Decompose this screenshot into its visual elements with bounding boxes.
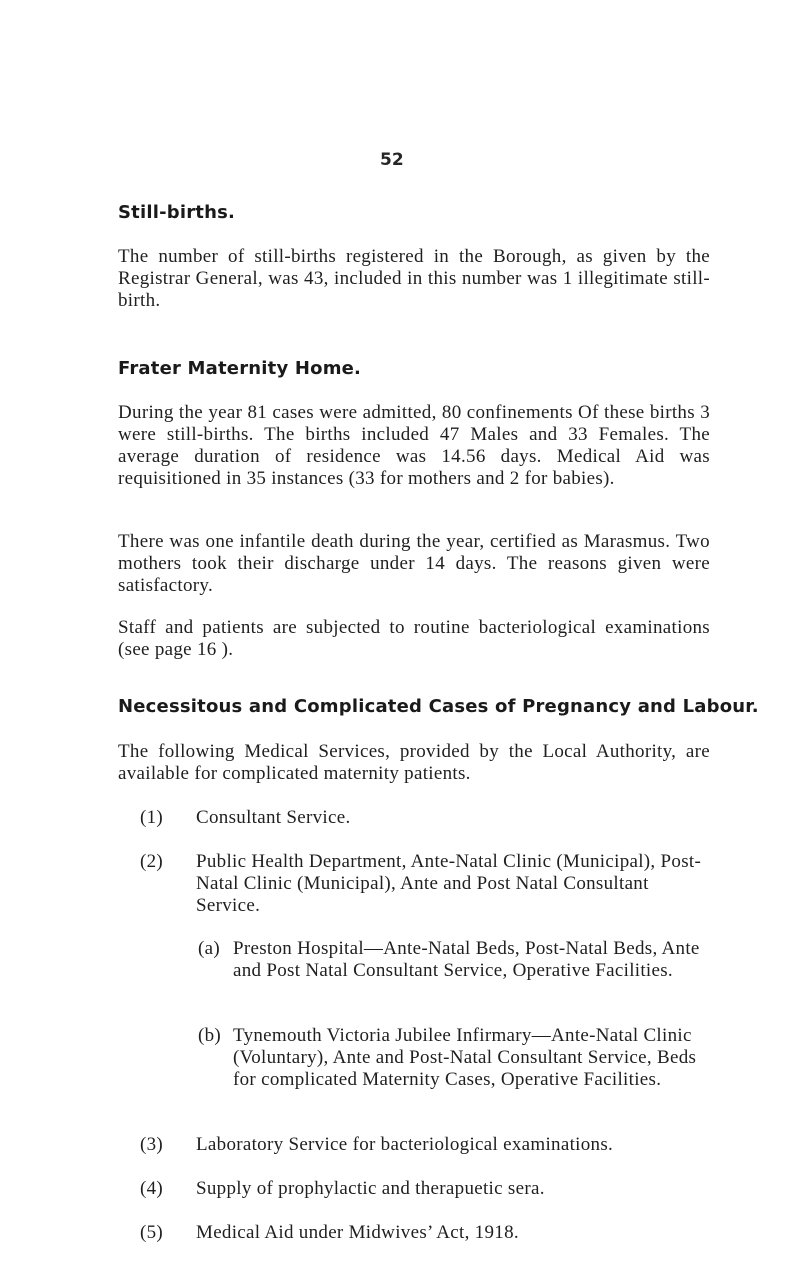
- list-item-number: (1): [140, 807, 164, 828]
- list-item-text: Preston Hospital—Ante-Natal Beds, Post-Natal Beds, Ante and Post Natal Consultant Service, Operative Facilities.: [233, 938, 700, 981]
- frater-paragraph-infant-death: There was one infantile death during the year, certified as Marasmus. Two mothers took their discharge under 14 days. The reasons given were satisfactory.: [118, 531, 710, 596]
- list-item-number: (a): [198, 938, 220, 959]
- list-item-number: (b): [198, 1025, 222, 1046]
- list-item-text: Tynemouth Victoria Jubilee Infirmary—Ante-Natal Clinic (Voluntary), Ante and Post-Natal Consultant Service, Beds for complicated Maternity Cases, Operative Facilities.: [233, 1025, 697, 1090]
- list-item-number: (3): [140, 1134, 164, 1155]
- list-item-text: Laboratory Service for bacteriological examinations.: [196, 1134, 614, 1155]
- page-number: 52: [380, 150, 404, 170]
- necessitous-intro: The following Medical Services, provided by the Local Authority, are available for complicated maternity patients.: [118, 741, 710, 784]
- list-item-number: (4): [140, 1178, 164, 1199]
- list-item-number: (2): [140, 851, 164, 872]
- list-item-text: Public Health Department, Ante-Natal Clinic (Municipal), Post-Natal Clinic (Municipal), Ante and Post Natal Consultant Service.: [196, 851, 702, 916]
- list-item-text: Supply of prophylactic and therapuetic sera.: [196, 1178, 545, 1199]
- necessitous-heading: Necessitous and Complicated Cases of Pregnancy and Labour.: [118, 696, 759, 717]
- frater-heading: Frater Maternity Home.: [118, 358, 362, 379]
- list-item-number: (5): [140, 1222, 164, 1243]
- stillbirths-paragraph: The number of still-births registered in the Borough, as given by the Registrar General, was 43, included in this number was 1 illegitimate still-birth.: [118, 246, 710, 311]
- list-item-text: Consultant Service.: [196, 807, 351, 828]
- list-item-text: Medical Aid under Midwives’ Act, 1918.: [196, 1222, 519, 1243]
- frater-paragraph-admissions: During the year 81 cases were admitted, 80 confinements Of these births 3 were still-births. The births included 47 Males and 33 Females. The average duration of residence was 14.56 days. Medical Aid was requisitioned in 35 instances (33 for mothers and 2 for babies).: [118, 402, 710, 489]
- frater-paragraph-examinations: Staff and patients are subjected to routine bacteriological examinations (see page 16 ).: [118, 617, 710, 660]
- stillbirths-heading: Still-births.: [118, 202, 236, 223]
